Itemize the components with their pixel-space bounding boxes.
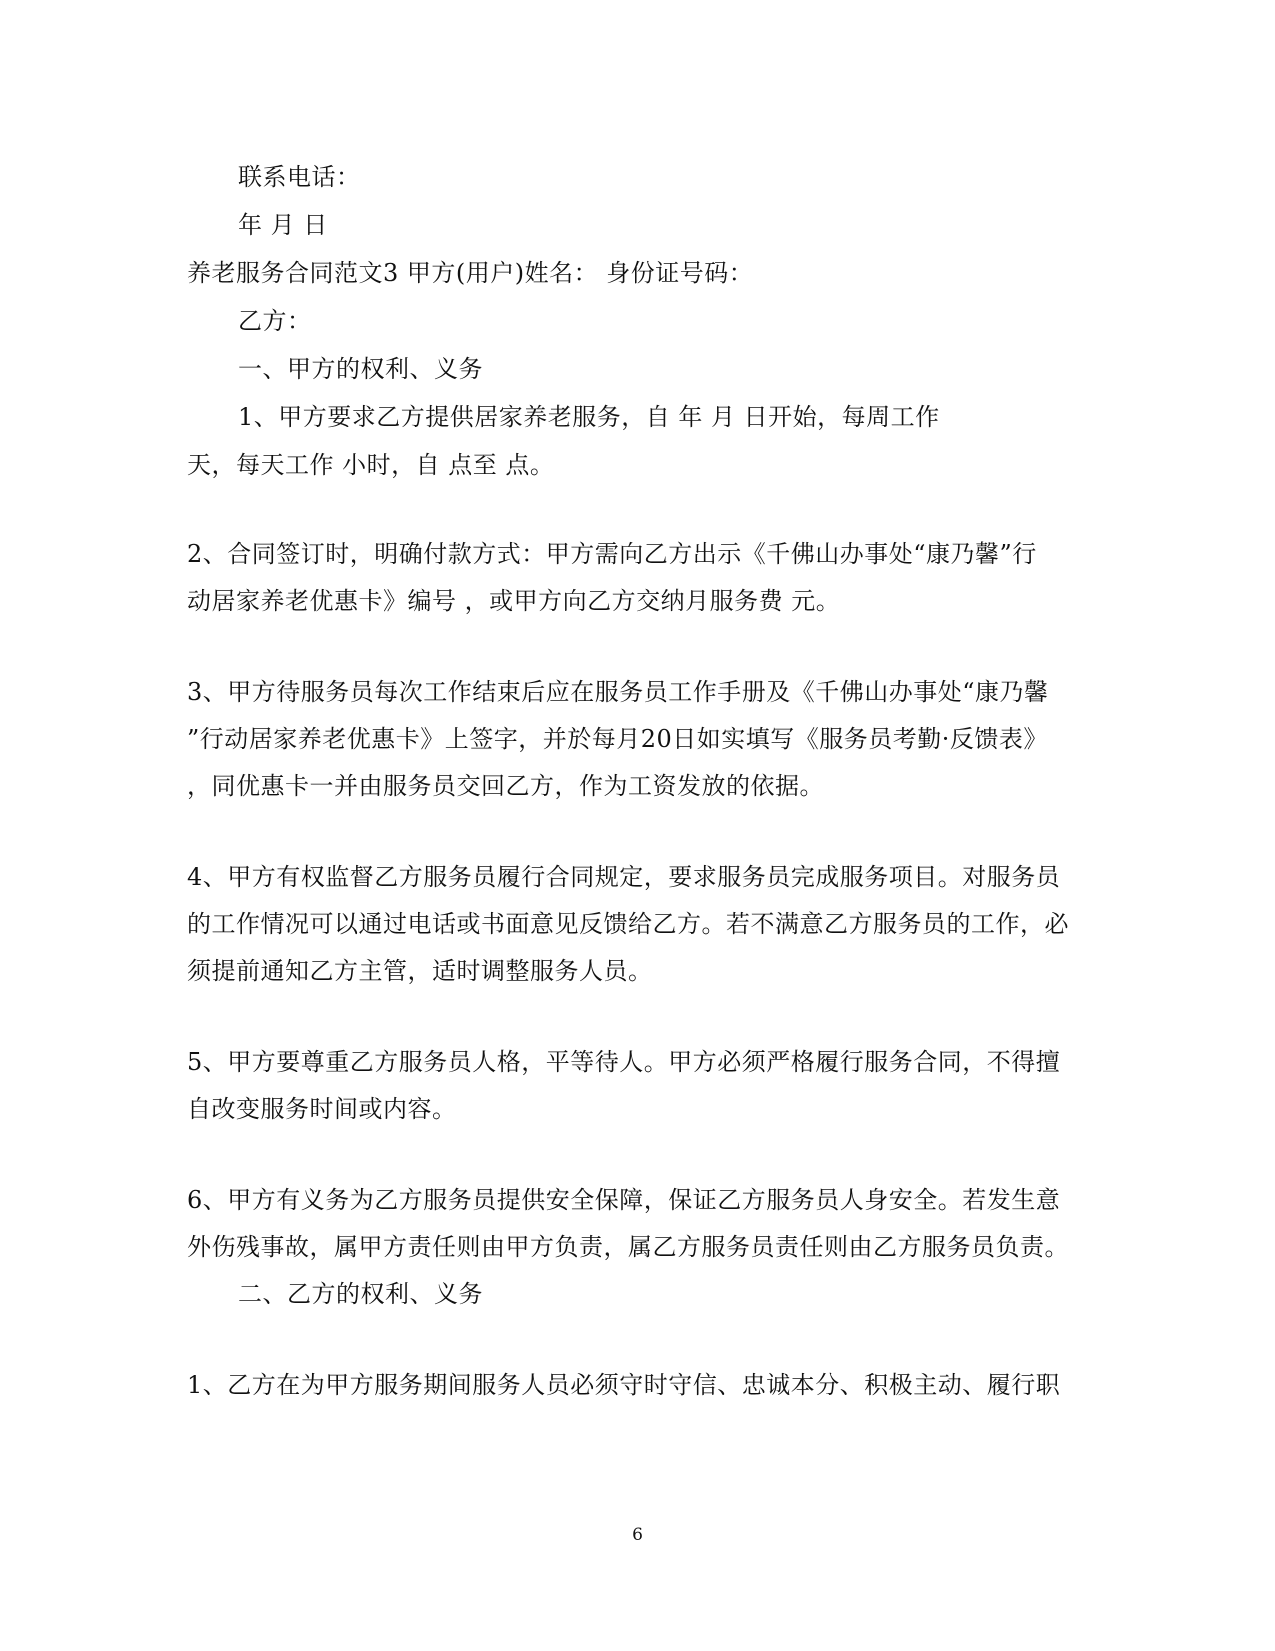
clause-a4-line-3: 须提前通知乙方主管，适时调整服务人员。 xyxy=(187,957,653,985)
clause-a5-line-2: 自改变服务时间或内容。 xyxy=(187,1095,457,1123)
clause-a6-line-2: 外伤残事故，属甲方责任则由甲方负责，属乙方服务员责任则由乙方服务员负责。 xyxy=(187,1233,1069,1261)
contact-phone-line: 联系电话： xyxy=(238,163,361,191)
clause-a5-line-1: 5、甲方要尊重乙方服务员人格，平等待人。甲方必须严格履行服务合同，不得擅 xyxy=(187,1048,1061,1076)
clause-a2-line-2: 动居家养老优惠卡》编号 ，或甲方向乙方交纳月服务费 元。 xyxy=(187,587,841,615)
clause-a3-line-3: ，同优惠卡一并由服务员交回乙方，作为工资发放的依据。 xyxy=(187,772,824,800)
clause-a4-line-2: 的工作情况可以通过电话或书面意见反馈给乙方。若不满意乙方服务员的工作，必 xyxy=(187,910,1069,938)
clause-a1-line-1: 1、甲方要求乙方提供居家养老服务，自 年 月 日开始，每周工作 xyxy=(238,403,940,431)
party-b-line: 乙方： xyxy=(238,307,312,335)
clause-a6-line-1: 6、甲方有义务为乙方服务员提供安全保障，保证乙方服务员人身安全。若发生意 xyxy=(187,1186,1061,1214)
clause-a1-line-2: 天，每天工作 小时，自 点至 点。 xyxy=(187,451,555,479)
date-line: 年 月 日 xyxy=(238,211,328,239)
clause-a3-line-1: 3、甲方待服务员每次工作结束后应在服务员工作手册及《千佛山办事处“康乃馨 xyxy=(187,678,1049,706)
contract-title-line: 养老服务合同范文3 甲方(用户)姓名： 身份证号码： xyxy=(187,259,754,287)
section-heading-party-b: 二、乙方的权利、义务 xyxy=(238,1280,483,1308)
clause-b1-line-1: 1、乙方在为甲方服务期间服务人员必须守时守信、忠诚本分、积极主动、履行职 xyxy=(187,1371,1061,1399)
page-number: 6 xyxy=(632,1525,643,1545)
clause-a4-line-1: 4、甲方有权监督乙方服务员履行合同规定，要求服务员完成服务项目。对服务员 xyxy=(187,863,1061,891)
section-heading-party-a: 一、甲方的权利、义务 xyxy=(238,355,483,383)
clause-a2-line-1: 2、合同签订时，明确付款方式：甲方需向乙方出示《千佛山办事处“康乃馨”行 xyxy=(187,540,1037,568)
clause-a3-line-2: ”行动居家养老优惠卡》上签字，并於每月20日如实填写《服务员考勤·反馈表》 xyxy=(187,725,1048,753)
